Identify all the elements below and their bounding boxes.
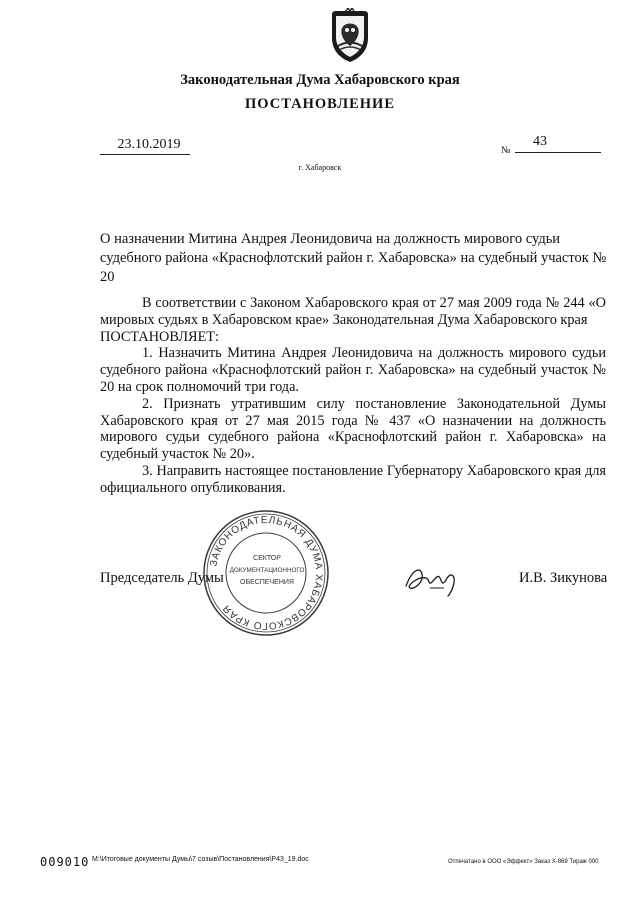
chairman-position: Председатель Думы (100, 570, 224, 586)
resolution-item-1: 1. Назначить Митина Андрея Леонидовича на должность мирового судьи судебного района «Краснофлотский район г. Хабаровска» на судебный участок № 20 на срок полномочий три года. (100, 345, 606, 395)
official-seal-stamp (201, 508, 331, 638)
document-type: ПОСТАНОВЛЕНИЕ (244, 96, 395, 112)
footer-code: 009010 (40, 855, 90, 869)
document-number: 43 (533, 134, 547, 149)
resolves-heading: ПОСТАНОВЛЯЕТ: (100, 328, 220, 345)
document-body (100, 295, 606, 497)
footer-print-info: Отпечатано в ООО «Эффект» Заказ Х-869 Тираж 000 (448, 859, 599, 865)
resolution-item-3: 3. Направить настоящее постановление Губернатору Хабаровского края для официального опубликования. (100, 462, 606, 496)
signer-name: И.В. Зикунова (519, 570, 608, 586)
document-city: г. Хабаровск (298, 163, 342, 172)
number-label: № (501, 145, 511, 156)
footer-file-path: M:\Итоговые документы Думы\7 созыв\Постановления\Р43_19.doc (92, 856, 309, 863)
document-subject: О назначении Митина Андрея Леонидовича на должность мирового судьи судебного района «Краснофлотский район г. Хабаровска» на судебный участок № 20 (100, 231, 607, 285)
preamble-paragraph: В соответствии с Законом Хабаровского края от 27 мая 2009 года № 244 «О мировых судьях в Хабаровском крае» Законодательная Дума Хабаровского края (100, 295, 606, 328)
seal-outer-text: ЗАКОНОДАТЕЛЬНАЯ ДУМА ХАБАРОВСКОГО КРАЯ (208, 514, 325, 632)
document-date: 23.10.2019 (117, 137, 181, 152)
date-underline (100, 154, 190, 155)
coat-of-arms-emblem (327, 8, 373, 64)
organization-title: Законодательная Дума Хабаровского края (180, 72, 460, 88)
seal-inner-line-1: СЕКТОР (253, 555, 281, 562)
resolution-item-2: 2. Признать утратившим силу постановление Законодательной Думы Хабаровского края от 27 мая 2015 года № 437 «О назначении на должность мирового судьи судебного района «Краснофлотский район г. Хабаровска» на судебный участок № 20». (100, 395, 606, 463)
seal-inner-line-2: ДОКУМЕНТАЦИОННОГО (229, 567, 305, 574)
number-underline (515, 152, 601, 153)
handwritten-signature (400, 560, 472, 600)
seal-inner-line-3: ОБЕСПЕЧЕНИЯ (240, 579, 294, 586)
